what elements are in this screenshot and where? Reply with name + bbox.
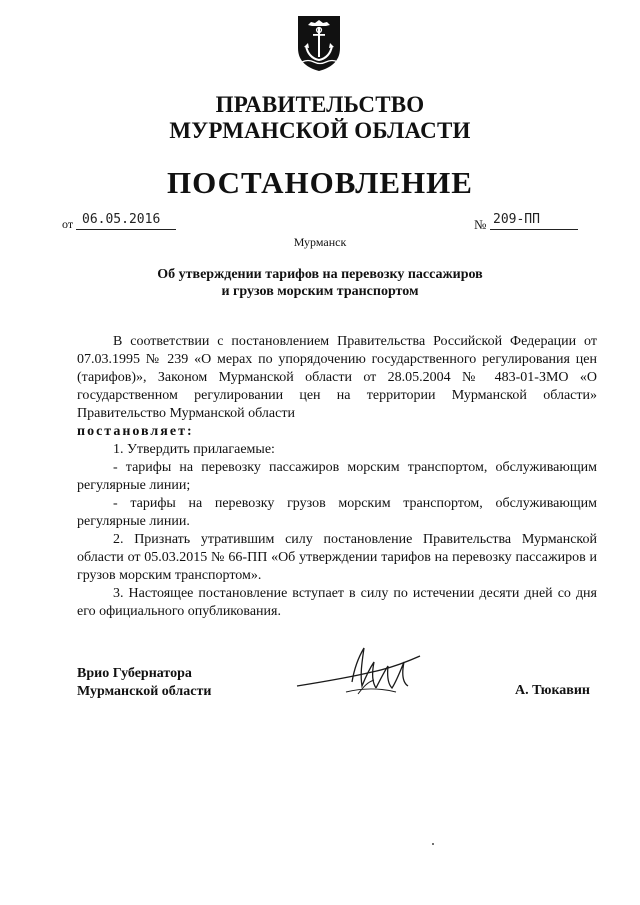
decree-word: постановляет: [77, 424, 194, 439]
document-body [77, 333, 597, 621]
coat-of-arms-icon [296, 14, 342, 72]
signatory-name: А. Тюкавин [515, 683, 590, 698]
preamble-text: В соответствии с постановлением Правительства Российской Федерации от 07.03.1995 № 239 «О мерах по упорядочению государственного регулирования цен (тарифов)», Законом Мурманской области от 28.05.2004 № 483-01-ЗМО «О государственном регулировании цен на территории Мурманской области» Правительство Мурманской области [77, 334, 597, 421]
item-1: 1. Утвердить прилагаемые: [113, 442, 275, 457]
signatory-title-line1: Врио Губернатора [77, 666, 192, 681]
org-title-line1: ПРАВИТЕЛЬСТВО [215, 92, 425, 117]
decree-paragraph [77, 423, 597, 441]
org-title-line2: МУРМАНСКОЙ ОБЛАСТИ [169, 118, 471, 143]
document-number: 209-ПП [493, 212, 540, 227]
handwritten-signature [292, 642, 442, 704]
city-name: Мурманск [293, 235, 347, 249]
scan-speck [432, 843, 434, 845]
document-date: 06.05.2016 [82, 212, 161, 227]
item-1a: - тарифы на перевозку пассажиров морским транспортом, обслуживающим регулярные линии; [77, 460, 597, 493]
date-prefix: от [62, 217, 74, 231]
number-underline [490, 229, 578, 230]
signatory-title [77, 665, 211, 701]
subject-line2: и грузов морским транспортом [221, 284, 419, 299]
document-type-title: ПОСТАНОВЛЕНИЕ [167, 165, 473, 200]
item-1b: - тарифы на перевозку грузов морским транспортом, обслуживающим регулярные линии. [77, 496, 597, 529]
date-underline [76, 229, 176, 230]
item-2: 2. Признать утратившим силу постановление Правительства Мурманской области от 05.03.2015 № 66-ПП «Об утверждении тарифов на перевозку пассажиров и грузов морским транспортом». [77, 532, 597, 583]
item-3: 3. Настоящее постановление вступает в силу по истечении десяти дней со дня его официального опубликования. [77, 586, 597, 619]
subject-line1: Об утверждении тарифов на перевозку пассажиров [157, 267, 483, 282]
signatory-title-line2: Мурманской области [77, 684, 212, 699]
preamble-paragraph [77, 333, 597, 423]
number-prefix: № [474, 217, 487, 232]
